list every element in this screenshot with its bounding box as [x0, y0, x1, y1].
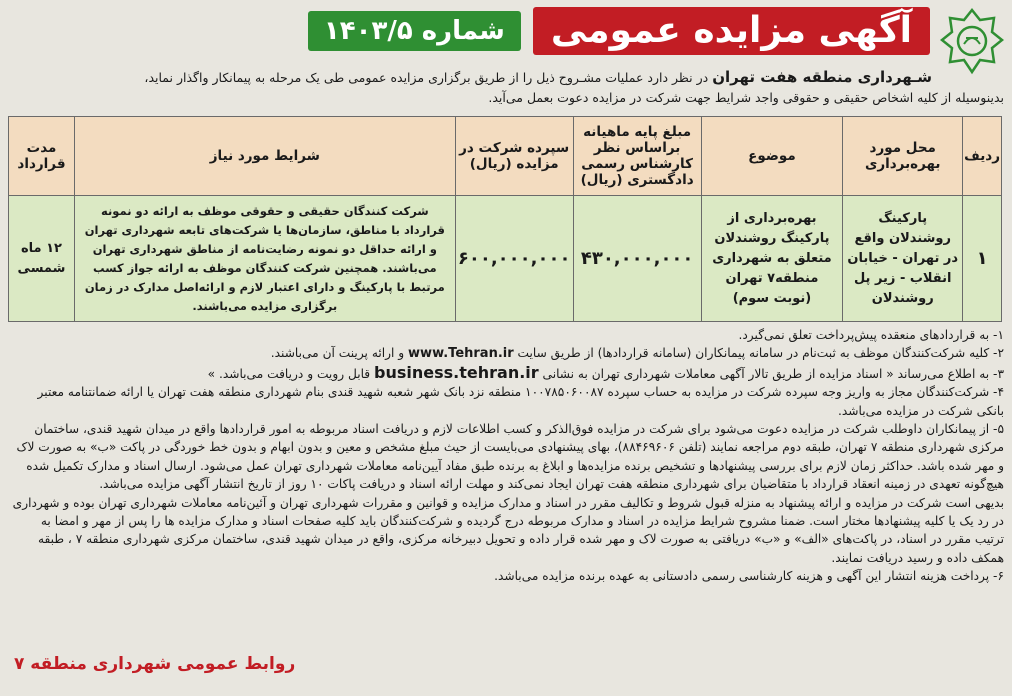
term-1: ۱- به قراردادهای منعقده پیش‌پرداخت تعلق نمی‌گیرد.: [738, 328, 1004, 342]
table-row: [9, 196, 1002, 322]
term-5: ۵- از پیمانکاران داوطلب شرکت در مزایده دعوت می‌شود برای شرکت در مزایده فوق‌الذکر و کسب اطلاعات لازم و دریافت اسناد مربوطه به امور قراردادها واقع در میدان شهید قندی، ساختمان مرکزی شهرداری منطقه ۷ تهران، طبقه دوم مراجعه نمایند (تلفن ۸۸۴۶۹۶۰۶)، بهای پیشنهادی می‌بایست از حیث مبلغ مشخص و معین و بدون ابهام و بدون خط خوردگی در پاکت «ب» به صورت لاک و مهر شده باشد. حداکثر زمان لازم برای بررسی پیشنهادها و تشخیص برنده مزایده‌ها و ابلاغ به برنده طبق مفاد آیین‌نامه معاملات شهرداری تهران عمل می‌شود. ارسال اسناد و مدارک تکمیل شده هیچ‌گونه تعهدی در زمینه انعقاد قرارداد با متقاضیان برای شهرداری منطقه هفت تهران ایجاد نمی‌کند و مهلت ارائه اسناد و دریافت پاکات ۱۰ روز از تاریخ انتشار آگهی مزایده می‌باشد.: [16, 422, 1004, 492]
header-deposit: سپرده شرکت در مزایده (ریال): [455, 117, 573, 196]
notice-header: [190, 6, 930, 56]
term-3-text-end: قابل رویت و دریافت می‌باشد. »: [207, 366, 371, 381]
header-conditions: شرایط مورد نیاز: [74, 117, 455, 196]
cell-deposit: ۶۰۰,۰۰۰,۰۰۰: [455, 196, 573, 322]
cell-subject: بهره‌برداری از پارکینگ روشندلان متعلق به شهرداری منطقه۷ تهران (نوبت سوم): [701, 196, 843, 322]
cell-location: پارکینگ روشندلان واقع در تهران - خیابان انقلاب - زیر پل روشندلان: [843, 196, 963, 322]
municipality-logo-icon: [938, 6, 1006, 76]
organization-name: شـهرداری منطقه هفت تهران: [712, 68, 932, 86]
cell-base-price: ۴۳۰,۰۰۰,۰۰۰: [573, 196, 701, 322]
intro-text-1: در نظر دارد عملیات مشـروح ذیل را از طریق برگزاری مزایده عمومی طی یک مرحله به پیمانکار واگذار نماید،: [144, 70, 709, 85]
notice-number: شماره ۱۴۰۳/۵: [308, 11, 521, 51]
cell-row-number: ۱: [963, 196, 1002, 322]
term-2: [8, 344, 1004, 363]
public-relations-signature: روابط عمومی شهرداری منطقه ۷: [14, 654, 296, 674]
cell-duration: ۱۲ ماه شمسی: [9, 196, 75, 322]
header-duration: مدت قرارداد: [9, 117, 75, 196]
business-website-link[interactable]: business.tehran.ir: [374, 362, 539, 382]
term-3-text: ۳- به اطلاع می‌رساند « اسناد مزایده از طریق تالار آگهی معاملات شهرداری تهران به نشانی: [542, 366, 1004, 381]
term-2-text: ۲- کلیه شرکت‌کنندگان موظف به ثبت‌نام در سامانه پیمانکاران (سامانه قراردادها) از طریق سایت: [517, 346, 1004, 361]
term-5-continued: بدیهی است شرکت در مزایده و ارائه پیشنهاد به منزله قبول شروط و تکالیف مقرر در اسناد و مدارک مزایده و قوانین و مقررات شهرداری تهران و آئین‌نامه معاملات شهرداری تهران بوده و شهرداری در رد یک یا کلیه پیشنهادها مختار است. ضمنا مشروح شرایط مزایده در اسناد و مدارک مربوطه درج گردیده و شرکت‌کنندگان باید کلیه صفحات اسناد و مدارک مزایده ها را پس از مهر و امضا به ترتیب مقرر در اسناد، در پاکت‌های «الف» و «ب» دریافتی به صورت لاک و مهر شده قرار داده و تحویل دبیرخانه مرکزی، واقع در میدان شهید قندی، ساختمان مرکزی شهرداری منطقه ۷ ، طبقه همکف داده و رسید دریافت نمایند.: [12, 495, 1004, 565]
auction-table: [8, 116, 1002, 322]
table-header-row: [9, 117, 1002, 196]
intro-text-2: بدینوسیله از کلیه اشخاص حقیقی و حقوقی واجد شرایط جهت شرکت در مزایده دعوت بعمل می‌آید.: [488, 90, 1004, 105]
header-subject: موضوع: [701, 117, 843, 196]
term-2-text-end: و ارائه پرینت آن می‌باشند.: [270, 346, 405, 361]
notice-terms: [8, 326, 1004, 586]
term-6: ۶- پرداخت هزینه انتشار این آگهی و هزینه کارشناسی رسمی دادستانی به عهده برنده مزایده می‌باشد.: [494, 569, 1004, 584]
term-3: [8, 364, 1004, 383]
tehran-website-link[interactable]: www.Tehran.ir: [408, 346, 514, 362]
term-4: ۴- شرکت‌کنندگان مجاز به واریز وجه سپرده شرکت در مزایده به حساب سپرده ۱۰۰۷۸۵۰۶۰۰۸۷ منطقه نزد بانک شهر شعبه شهید قندی بنام شهرداری منطقه هفت تهران یا ارائه ضمانتنامه معتبر بانکی شرکت در مزایده می‌باشد.: [37, 385, 1004, 418]
intro-line-1: [8, 68, 932, 87]
header-location: محل مورد بهره‌برداری: [843, 117, 963, 196]
notice-title: آگهی مزایده عمومی: [533, 7, 930, 55]
cell-conditions: شرکت کنندگان حقیقی و حقوقی موظف به ارائه دو نمونه قرارداد با مناطق، سازمان‌ها یا شرکت‌های تابعه شهرداری تهران و ارائه حداقل دو نمونه رضایت‌نامه از مناطق شهرداری تهران می‌باشند. همچنین شرکت کنندگان موظف به ارائه جواز کسب مرتبط با پارکینگ و دارای اعتبار لازم و ارائه‌اصل مدارک در زمان برگزاری مزایده می‌باشند.: [74, 196, 455, 322]
header-row-number: ردیف: [963, 117, 1002, 196]
header-base-price: مبلغ پایه ماهیانه براساس نظر کارشناس رسمی دادگستری (ریال): [573, 117, 701, 196]
